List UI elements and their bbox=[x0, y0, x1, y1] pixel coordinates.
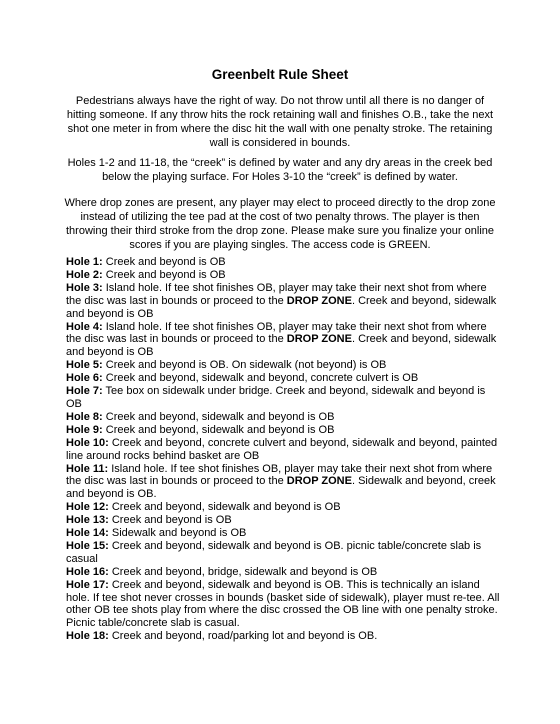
hole-rule bbox=[66, 437, 500, 463]
hole-rule-text: Creek and beyond, sidewalk and beyond is OB bbox=[108, 501, 341, 514]
hole-rule bbox=[66, 630, 500, 643]
hole-label: Hole 7: bbox=[66, 385, 103, 398]
hole-label: Hole 11: bbox=[66, 462, 109, 475]
intro-paragraph-pedestrians: Pedestrians always have the right of way. Do not throw until all there is no danger of hitting someone. If any throw hits the rock retaining wall and finishes O.B., take the next shot one meter in from where the disc hit the wall with one penalty stroke. The retaining wall is considered in bounds. bbox=[66, 95, 494, 150]
hole-rule-text: Sidewalk and beyond is OB bbox=[108, 527, 247, 540]
hole-rules-list bbox=[66, 256, 500, 643]
hole-label: Hole 14: bbox=[66, 527, 109, 540]
hole-rule bbox=[66, 321, 500, 360]
hole-rule-text: Creek and beyond, sidewalk and beyond is OB bbox=[102, 423, 335, 436]
hole-label: Hole 17: bbox=[66, 578, 109, 591]
hole-rule bbox=[66, 411, 500, 424]
hole-label: Hole 9: bbox=[66, 423, 103, 436]
hole-label: Hole 3: bbox=[66, 281, 103, 294]
hole-label: Hole 4: bbox=[66, 320, 103, 333]
hole-rule-text: Creek and beyond, sidewalk and beyond is OB bbox=[102, 410, 335, 423]
hole-rule bbox=[66, 269, 500, 282]
hole-rule bbox=[66, 501, 500, 514]
hole-rule bbox=[66, 256, 500, 269]
intro-paragraph-drop-zones: Where drop zones are present, any player may elect to proceed directly to the drop zone instead of utilizing the tee pad at the cost of two penalty throws. The player is then throwing their third stroke from the drop zone. Please make sure you finalize your online scores if you are playing singles. The access code is GREEN. bbox=[64, 197, 496, 252]
hole-rule-text: . Sidewalk and beyond, creek and beyond is OB. bbox=[66, 475, 496, 501]
hole-rule bbox=[66, 514, 500, 527]
hole-rule bbox=[66, 424, 500, 437]
hole-label: Hole 13: bbox=[66, 514, 109, 527]
hole-rule bbox=[66, 579, 500, 631]
hole-rule-text: Creek and beyond, sidewalk and beyond is OB. picnic table/concrete slab is casual bbox=[66, 539, 482, 565]
hole-label: Hole 16: bbox=[66, 565, 109, 578]
hole-rule-text: . Creek and beyond, sidewalk and beyond is OB bbox=[66, 294, 497, 320]
hole-rule-text: Island hole. If tee shot finishes OB, player may take their next shot from where the disc was last in bounds or proceed to the bbox=[66, 320, 487, 346]
hole-rule-text: Creek and beyond is OB bbox=[102, 268, 226, 281]
drop-zone-emphasis: DROP ZONE bbox=[286, 333, 352, 346]
drop-zone-emphasis: DROP ZONE bbox=[286, 475, 352, 488]
hole-rule-text: Creek and beyond, sidewalk and beyond, concrete culvert is OB bbox=[102, 372, 419, 385]
hole-rule bbox=[66, 566, 500, 579]
hole-label: Hole 2: bbox=[66, 268, 103, 281]
page-title: Greenbelt Rule Sheet bbox=[211, 67, 349, 82]
hole-label: Hole 8: bbox=[66, 410, 103, 423]
hole-rule-text: Creek and beyond is OB. On sidewalk (not beyond) is OB bbox=[102, 359, 387, 372]
hole-rule-text: Tee box on sidewalk under bridge. Creek and beyond, sidewalk and beyond is OB bbox=[66, 385, 486, 410]
hole-rule bbox=[66, 359, 500, 372]
hole-rule-text: Creek and beyond is OB bbox=[108, 514, 232, 527]
hole-label: Hole 6: bbox=[66, 372, 103, 385]
hole-rule-text: Creek and beyond, sidewalk and beyond is OB. This is technically an island hole. If tee shot never crosses in bounds (basket side of sidewalk), player must re-tee. All other OB tee shots play from where the disc crossed the OB line with one penalty stroke. Picnic table/concrete slab is casual. bbox=[66, 578, 500, 630]
hole-label: Hole 10: bbox=[66, 436, 109, 449]
hole-rule bbox=[66, 540, 500, 566]
hole-label: Hole 1: bbox=[66, 256, 103, 268]
hole-rule-text: Creek and beyond, road/parking lot and beyond is OB. bbox=[108, 630, 378, 643]
hole-rule-text: Island hole. If tee shot finishes OB, player may take their next shot from where the disc was last in bounds or proceed to the bbox=[66, 281, 487, 307]
hole-rule bbox=[66, 527, 500, 540]
hole-rule bbox=[66, 385, 500, 411]
hole-rule-text: Creek and beyond, concrete culvert and beyond, sidewalk and beyond, painted line around rocks behind basket are OB bbox=[66, 436, 498, 462]
hole-rule-text: Creek and beyond is OB bbox=[102, 256, 226, 268]
drop-zone-emphasis: DROP ZONE bbox=[286, 294, 352, 307]
hole-label: Hole 5: bbox=[66, 359, 103, 372]
hole-label: Hole 18: bbox=[66, 630, 109, 643]
hole-rule-text: . Creek and beyond, sidewalk and beyond is OB bbox=[66, 333, 497, 359]
hole-rule bbox=[66, 282, 500, 321]
intro-paragraph-creek-definition: Holes 1-2 and 11-18, the “creek” is defined by water and any dry areas in the creek bed below the playing surface. For Holes 3-10 the “creek” is defined by water. bbox=[67, 157, 493, 184]
hole-rule bbox=[66, 372, 500, 385]
hole-label: Hole 15: bbox=[66, 539, 109, 552]
hole-rule-text: Creek and beyond, bridge, sidewalk and beyond is OB bbox=[108, 565, 378, 578]
hole-rule-text: Island hole. If tee shot finishes OB, player may take their next shot from where the disc was last in bounds or proceed to the bbox=[66, 462, 493, 488]
hole-rule bbox=[66, 463, 500, 502]
hole-label: Hole 12: bbox=[66, 501, 109, 514]
